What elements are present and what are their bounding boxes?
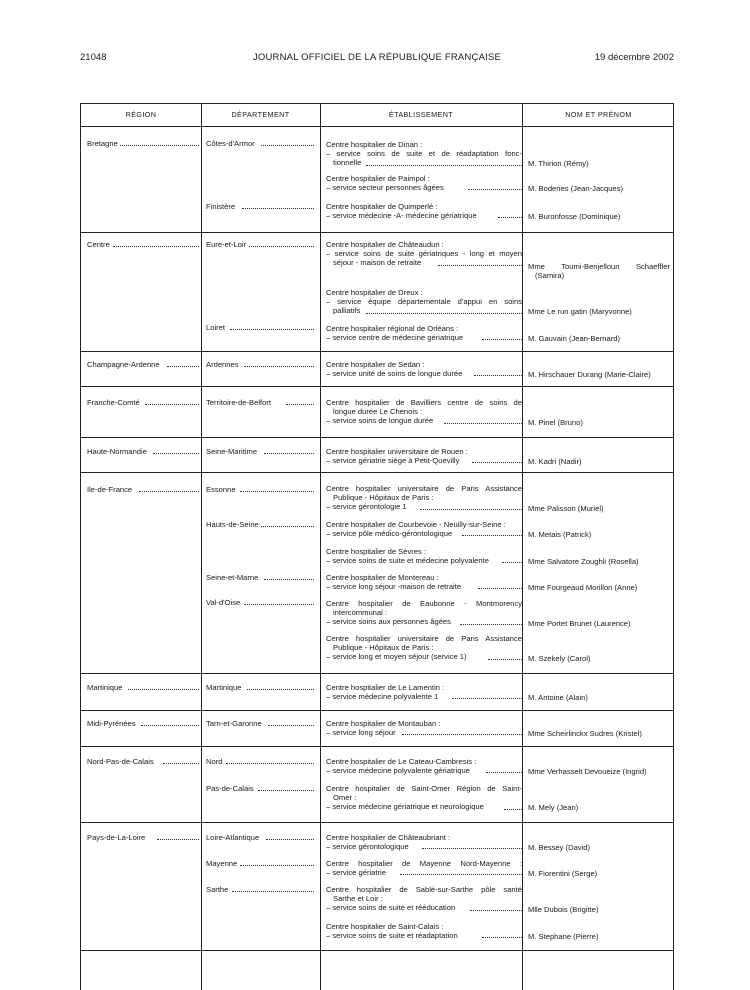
nom-cell: M. Szekely (Carol) bbox=[528, 654, 591, 663]
etablissement-cell: Centre hospitalier universitaire de Paris Assistance Publique - Hôpitaux de Paris : – service gérontologie 1 bbox=[326, 484, 522, 512]
region-cell: Bretagne bbox=[87, 139, 199, 148]
nom-cell: M. Gauvain (Jean-Bernard) bbox=[528, 334, 621, 343]
departement-cell: Ardennes bbox=[206, 360, 314, 369]
etablissement-cell: Centre hospitalier de Sablé-sur-Sarthe pôle santé Sarthe et Loir : – service soins de suite et rééducation bbox=[326, 885, 522, 913]
etablissement-cell: Centre hospitalier de Le Cateau-Cambresis : – service médecine polyvalente gériatrique bbox=[326, 757, 522, 775]
column-divider bbox=[522, 104, 523, 990]
nom-cell: Mme Portet Brunet (Laurence) bbox=[528, 619, 631, 628]
departement-cell: Tarn-et-Garonne bbox=[206, 719, 314, 728]
journal-title: JOURNAL OFFICIEL DE LA RÉPUBLIQUE FRANÇAISE bbox=[252, 52, 502, 63]
nom-cell: M. Metais (Patrick) bbox=[528, 530, 592, 539]
nom-cell: Mlle Dubois (Brigitte) bbox=[528, 905, 599, 914]
departement-cell: Territoire-de-Belfort bbox=[206, 398, 314, 407]
etablissement-cell: Centre hospitalier de Bavilliers centre de soins de longue durée Le Chenois : – service soins de longue durée bbox=[326, 398, 522, 426]
departement-cell: Val-d'Oise bbox=[206, 598, 314, 607]
nom-cell: M. Antoine (Alain) bbox=[528, 693, 588, 702]
etablissement-cell: Centre hospitalier de Dreux : – service équipe départementale d'appui en soins palliatifs bbox=[326, 288, 522, 316]
nom-cell: M. Mely (Jean) bbox=[528, 803, 579, 812]
departement-cell: Loire-Atlantique bbox=[206, 833, 314, 842]
column-header-region: RÉGION bbox=[125, 110, 157, 119]
row-divider bbox=[81, 746, 673, 747]
departement-cell: Pas-de-Calais bbox=[206, 784, 314, 793]
page-number: 21048 bbox=[80, 52, 107, 63]
departement-cell: Sarthe bbox=[206, 885, 314, 894]
nom-cell: M. Pinel (Bruno) bbox=[528, 418, 583, 427]
publication-date: 19 décembre 2002 bbox=[594, 52, 674, 63]
etablissement-cell: Centre hospitalier de Quimperlé : – service médecine -A- médecine gériatrique bbox=[326, 202, 522, 220]
nom-cell: M. Bodenes (Jean-Jacques) bbox=[528, 184, 623, 193]
etablissement-cell: Centre hospitalier de Saint-Omer Région de Saint- Omer : – service médecine gériatrique et neurologique bbox=[326, 784, 522, 812]
row-divider bbox=[81, 386, 673, 387]
etablissement-cell: Centre hospitalier universitaire de Paris Assistance Publique - Hôpitaux de Paris : – service long et moyen séjour (service 1) bbox=[326, 634, 522, 662]
nom-cell: M. Hirschauer Durang (Marie-Claire) bbox=[528, 370, 651, 379]
etablissement-cell: Centre hospitalier de Eaubonne - Montmorency intercommunal : – service soins aux personnes âgées bbox=[326, 599, 522, 627]
departement-cell: Eure-et-Loir bbox=[206, 240, 314, 249]
nominations-table bbox=[80, 103, 674, 990]
nom-cell: Mme Fourgeaud Morillon (Anne) bbox=[528, 583, 638, 592]
etablissement-cell: Centre hospitalier de Courbevoie - Neuilly-sur-Seine : – service pôle médico-gérontologique bbox=[326, 520, 522, 538]
page-header bbox=[80, 51, 674, 65]
departement-cell: Nord bbox=[206, 757, 314, 766]
departement-cell: Finistère bbox=[206, 202, 314, 211]
nom-cell: Mme Scheirlinckx Sudres (Kristel) bbox=[528, 729, 642, 738]
row-divider bbox=[81, 351, 673, 352]
etablissement-cell: Centre hospitalier universitaire de Rouen : – service gériatrie siège à Petit-Quevilly bbox=[326, 447, 522, 465]
region-cell: Nord-Pas-de-Calais bbox=[87, 757, 199, 766]
region-cell: Ile-de-France bbox=[87, 485, 199, 494]
nom-cell: Mme Le run gatin (Maryvonne) bbox=[528, 307, 632, 316]
departement-cell: Essonne bbox=[206, 485, 314, 494]
nom-cell: M. Thirion (Rémy) bbox=[528, 159, 589, 168]
row-divider bbox=[81, 822, 673, 823]
region-cell: Franche-Comté bbox=[87, 398, 199, 407]
nom-cell: M. Fiorentini (Serge) bbox=[528, 869, 598, 878]
departement-cell: Seine-et-Marne bbox=[206, 573, 314, 582]
column-divider bbox=[201, 104, 202, 990]
column-divider bbox=[320, 104, 321, 990]
row-divider bbox=[81, 710, 673, 711]
etablissement-cell: Centre hospitalier de Châteaubriant : – service gérontologique bbox=[326, 833, 522, 851]
region-cell: Martinique bbox=[87, 683, 199, 692]
region-cell: Midi-Pyrénées bbox=[87, 719, 199, 728]
etablissement-cell: Centre hospitalier régional de Orléans : – service centre de médecine gériatrique bbox=[326, 324, 522, 342]
region-cell: Champagne-Ardenne bbox=[87, 360, 199, 369]
region-cell: Centre bbox=[87, 240, 199, 249]
nom-cell: Mme Salvatore Zoughli (Rosella) bbox=[528, 557, 639, 566]
departement-cell: Hauts-de-Seine bbox=[206, 520, 314, 529]
etablissement-cell: Centre hospitalier de Dinan : – service soins de suite et de réadaptation fonc- tionnelle bbox=[326, 140, 522, 168]
departement-cell: Mayenne bbox=[206, 859, 314, 868]
nom-cell: Mme Verhasselt Devoueize (Ingrid) bbox=[528, 767, 647, 776]
nom-cell: M. Stephane (Pierre) bbox=[528, 932, 599, 941]
region-cell: Pays-de-La-Loire bbox=[87, 833, 199, 842]
row-divider bbox=[81, 437, 673, 438]
row-divider bbox=[81, 126, 673, 127]
row-divider bbox=[81, 950, 673, 951]
column-header-departement: DÉPARTEMENT bbox=[231, 110, 290, 119]
nom-cell: Mme Toumi-Benjelloun Schaeffler (Samira) bbox=[528, 262, 670, 281]
nom-cell: M. Kadri (Nadir) bbox=[528, 457, 582, 466]
etablissement-cell: Centre hospitalier de Sèvres : – service soins de suite et médecine polyvalente bbox=[326, 547, 522, 565]
etablissement-cell: Centre hospitalier de Saint-Calais : – service soins de suite et réadaptation bbox=[326, 922, 522, 940]
etablissement-cell: Centre hospitalier de Le Lamentin : – service médecine polyvalente 1 bbox=[326, 683, 522, 701]
row-divider bbox=[81, 673, 673, 674]
etablissement-cell: Centre hospitalier de Mayenne Nord-Mayenne : – service gériatrie bbox=[326, 859, 522, 878]
column-header-etablissement: ÉTABLISSEMENT bbox=[388, 110, 454, 119]
row-divider bbox=[81, 472, 673, 473]
departement-cell: Martinique bbox=[206, 683, 314, 692]
departement-cell: Seine-Maritime bbox=[206, 447, 314, 456]
etablissement-cell: Centre hospitalier de Sedan : – service unité de soins de longue durée bbox=[326, 360, 522, 378]
column-header-nom: NOM ET PRÉNOM bbox=[565, 110, 632, 119]
nom-cell: M. Bessey (David) bbox=[528, 843, 591, 852]
nom-cell: Mme Palisson (Muriel) bbox=[528, 504, 604, 513]
etablissement-cell: Centre hospitalier de Montereau : – service long séjour -maison de retraite bbox=[326, 573, 522, 591]
etablissement-cell: Centre hospitalier de Châteaudun : – service soins de suite gériatriques - long et moyen séjour - maison de retraite bbox=[326, 240, 522, 268]
etablissement-cell: Centre hospitalier de Paimpol : – service secteur personnes âgées bbox=[326, 174, 522, 192]
nom-cell: M. Buronfosse (Dominique) bbox=[528, 212, 621, 221]
departement-cell: Côtes-d'Armor bbox=[206, 139, 314, 148]
row-divider bbox=[81, 232, 673, 233]
region-cell: Haute-Normandie bbox=[87, 447, 199, 456]
etablissement-cell: Centre hospitalier de Montauban : – service long séjour bbox=[326, 719, 522, 737]
departement-cell: Loiret bbox=[206, 323, 314, 332]
